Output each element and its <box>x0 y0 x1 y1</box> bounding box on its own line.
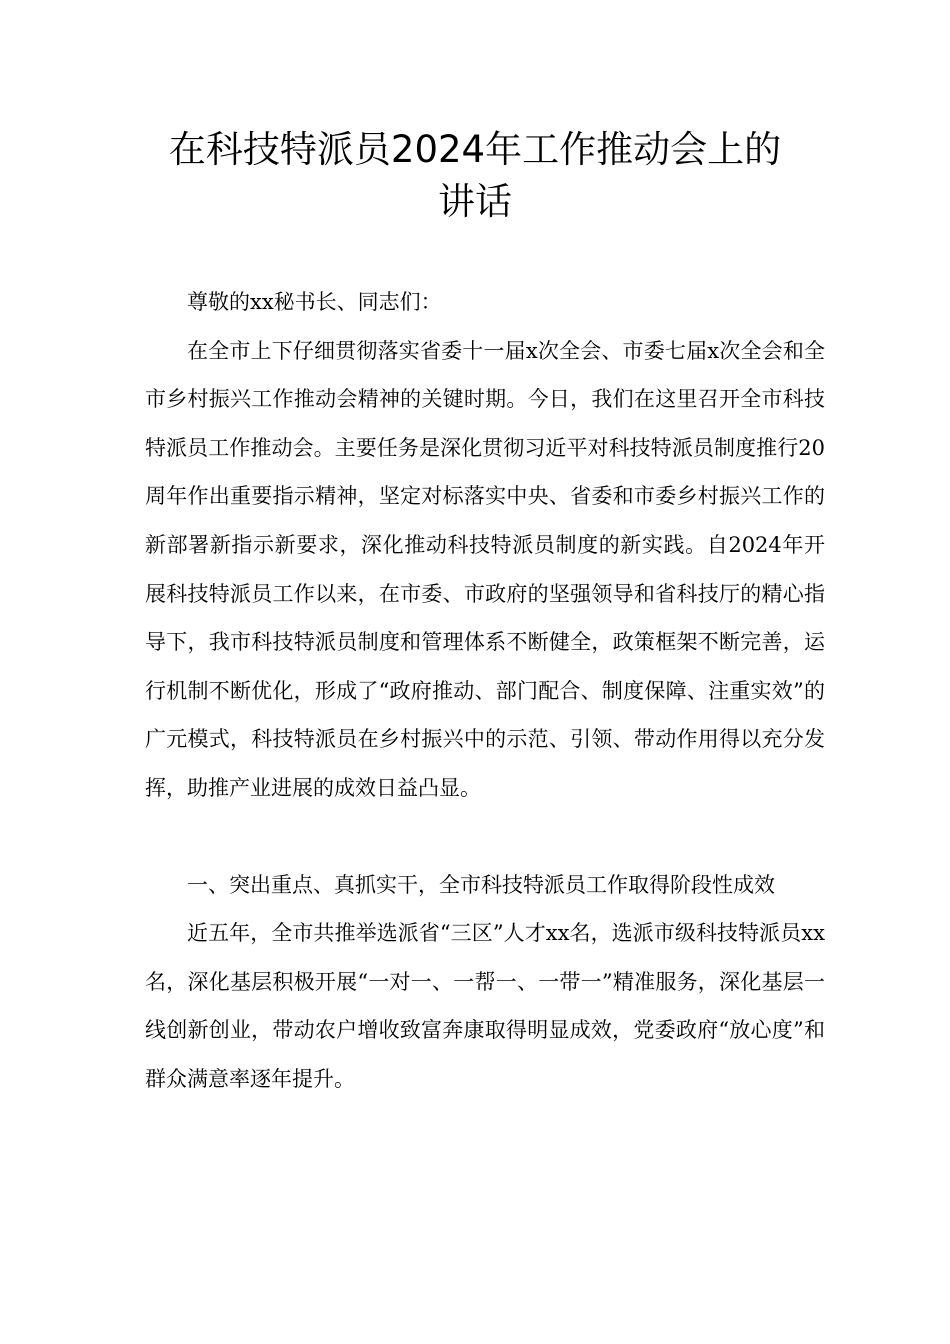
intro-paragraph: 在全市上下仔细贯彻落实省委十一届x次全会、市委七届x次全会和全市乡村振兴工作推动会精神的关键时期。今日，我们在这里召开全市科技特派员工作推动会。主要任务是深化贯彻习近平对科技特派员制度推行20周年作出重要指示精神，坚定对标落实中央、省委和市委乡村振兴工作的新部署新指示新要求，深化推动科技特派员制度的新实践。自2024年开展科技特派员工作以来，在市委、市政府的坚强领导和省科技厅的精心指导下，我市科技特派员制度和管理体系不断健全，政策框架不断完善，运行机制不断优化，形成了“政府推动、部门配合、制度保障、注重实效”的广元模式，科技特派员在乡村振兴中的示范、引领、带动作用得以充分发挥，助推产业进展的成效日益凸显。 <box>145 338 825 800</box>
document-title <box>100 124 850 228</box>
section-paragraph: 近五年，全市共推举选派省“三区”人才xx名，选派市级科技特派员xx名，深化基层积极开展“一对一、一帮一、一带一”精准服务，深化基层一线创新创业，带动农户增收致富奔康取得明显成效，党委政府“放心度”和群众满意率逐年提升。 <box>145 921 825 1091</box>
salutation: 尊敬的xx秘书长、同志们： <box>187 290 442 314</box>
title-line-2: 讲话 <box>438 180 512 223</box>
document-body <box>145 278 825 1104</box>
section-heading: 一、突出重点、真抓实干，全市科技特派员工作取得阶段性成效 <box>187 872 775 897</box>
title-line-1: 在科技特派员2024年工作推动会上的 <box>168 128 782 171</box>
